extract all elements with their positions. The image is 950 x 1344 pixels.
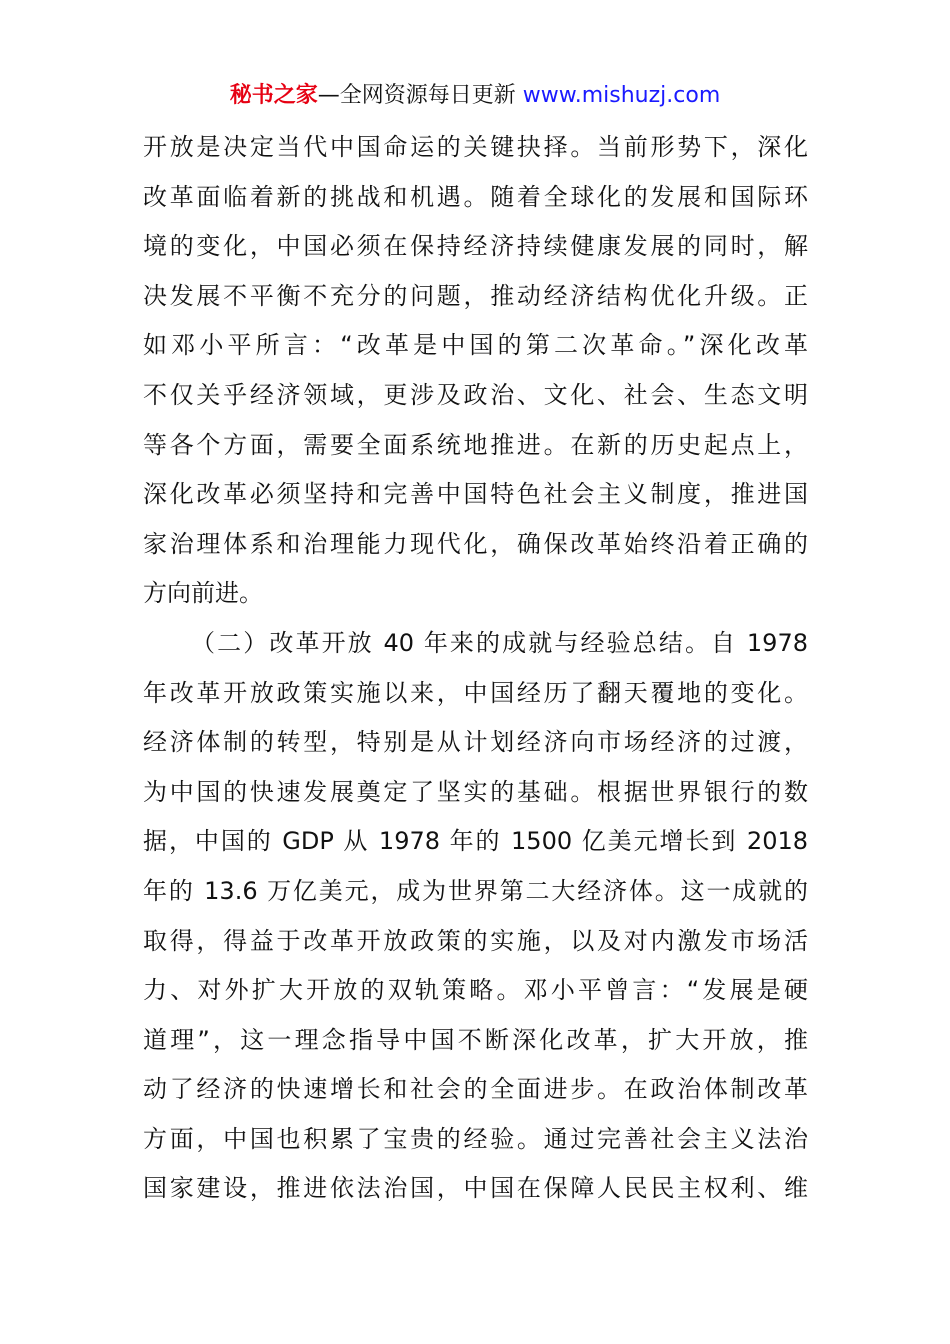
text-line: 方面，中国也积累了宝贵的经验。通过完善社会主义法治	[143, 1124, 808, 1153]
document-body	[143, 123, 808, 1214]
text-line: 为中国的快速发展奠定了坚实的基础。根据世界银行的数	[143, 777, 808, 806]
text-line: 如邓小平所言：“改革是中国的第二次革命。”深化改革	[143, 331, 808, 360]
text-line: 家治理体系和治理能力现代化，确保改革始终沿着正确的	[143, 529, 808, 558]
text-line: 力、对外扩大开放的双轨策略。邓小平曾言：“发展是硬	[143, 976, 808, 1005]
text-line: （二）改革开放 40 年来的成就与经验总结。自 1978	[191, 628, 808, 657]
text-line: 境的变化，中国必须在保持经济持续健康发展的同时，解	[143, 232, 808, 261]
text-line: 方向前进。	[143, 579, 263, 608]
site-url-link[interactable]: www.mishuzj.com	[522, 83, 721, 108]
text-line: 取得，得益于改革开放政策的实施，以及对内激发市场活	[143, 926, 808, 955]
text-line: 年的 13.6 万亿美元，成为世界第二大经济体。这一成就的	[143, 876, 808, 905]
brand-name: 秘书之家	[229, 83, 318, 108]
text-line: 改革面临着新的挑战和机遇。随着全球化的发展和国际环	[143, 182, 808, 211]
text-line: 不仅关乎经济领域，更涉及政治、文化、社会、生态文明	[143, 380, 808, 409]
header-tagline: —全网资源每日更新	[317, 83, 516, 108]
page-header	[0, 80, 950, 112]
text-line: 等各个方面，需要全面系统地推进。在新的历史起点上，	[143, 430, 808, 459]
text-line: 年改革开放政策实施以来，中国经历了翻天覆地的变化。	[143, 678, 808, 707]
text-line: 深化改革必须坚持和完善中国特色社会主义制度，推进国	[143, 480, 808, 509]
text-line: 据，中国的 GDP 从 1978 年的 1500 亿美元增长到 2018	[143, 827, 808, 856]
text-line: 动了经济的快速增长和社会的全面进步。在政治体制改革	[143, 1075, 808, 1104]
text-line: 决发展不平衡不充分的问题，推动经济结构优化升级。正	[143, 281, 808, 310]
text-line: 开放是决定当代中国命运的关键抉择。当前形势下，深化	[143, 133, 808, 161]
text-line: 道理”，这一理念指导中国不断深化改革，扩大开放，推	[143, 1025, 808, 1054]
text-line: 国家建设，推进依法治国，中国在保障人民民主权利、维	[143, 1174, 808, 1203]
text-line: 经济体制的转型，特别是从计划经济向市场经济的过渡，	[143, 728, 808, 757]
